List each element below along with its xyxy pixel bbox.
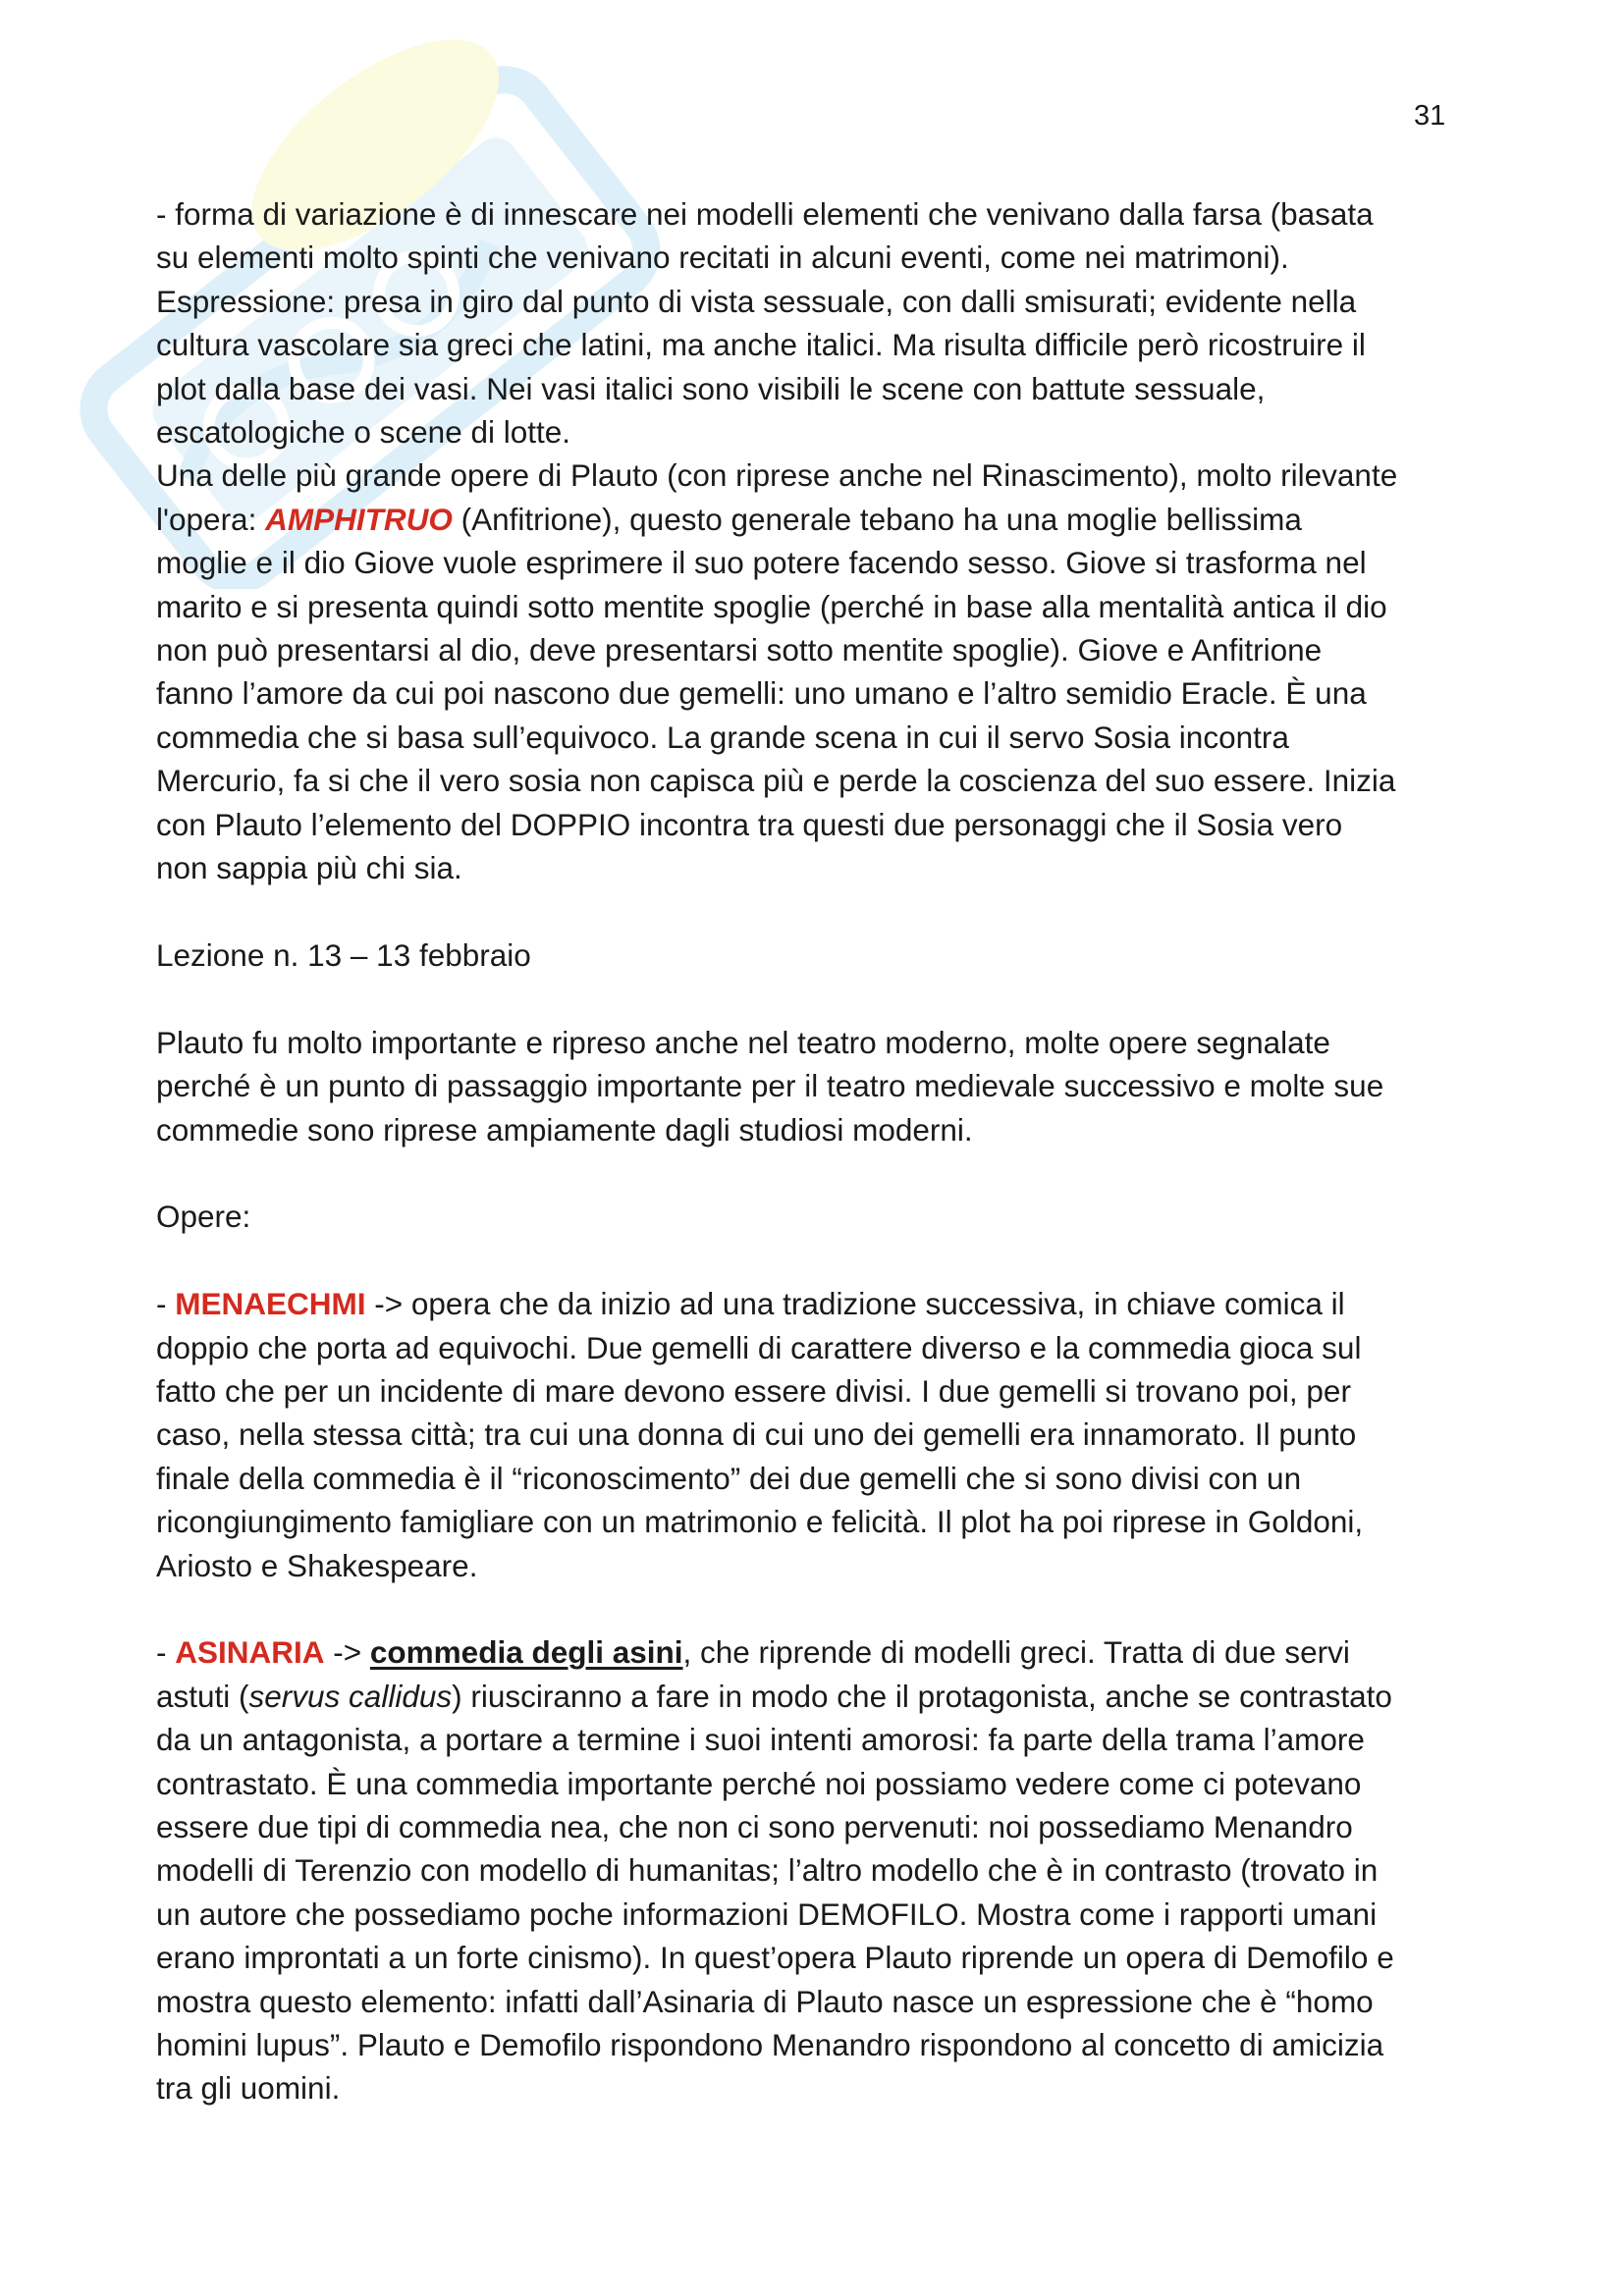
opere-label: Opere:: [156, 1199, 251, 1235]
text-line: ricongiungimento famigliare con un matrimonio e felicità. Il plot ha poi riprese in Goldoni,: [156, 1504, 1364, 1540]
text-line: su elementi molto spinti che venivano recitati in alcuni eventi, come nei matrimoni).: [156, 240, 1289, 276]
text-line: [156, 1282, 1491, 1325]
text-line: un autore che possediamo poche informazioni DEMOFILO. Mostra come i rapporti umani: [156, 1896, 1378, 1932]
spacer: [156, 1239, 1491, 1282]
paragraph-asinaria: [156, 1630, 1491, 2109]
text-fragment: -: [156, 1286, 176, 1322]
text-line: homini lupus”. Plauto e Demofilo rispondono Menandro rispondono al concetto di amicizia: [156, 2026, 1384, 2062]
spacer: [156, 1587, 1491, 1630]
text-line: Una delle più grande opere di Plauto (con riprese anche nel Rinascimento), molto rilevante: [156, 457, 1398, 494]
text-fragment: ->: [324, 1634, 370, 1671]
spacer: [156, 1151, 1491, 1195]
text-line: erano improntati a un forte cinismo). In quest’opera Plauto riprende un opera di Demofilo e: [156, 1940, 1394, 1976]
text-line: non può presentarsi al dio, deve presentarsi sotto mentite spoglie). Giove e Anfitrione: [156, 632, 1323, 668]
text-line: commedie sono riprese ampiamente dagli studiosi moderni.: [156, 1111, 973, 1148]
spacer: [156, 890, 1491, 934]
paragraph-farsa: [156, 192, 1491, 454]
text-line: fatto che per un incidente di mare devono essere divisi. I due gemelli si trovano poi, per: [156, 1372, 1351, 1409]
text-line: Plauto fu molto importante e ripreso anche nel teatro moderno, molte opere segnalate: [156, 1024, 1330, 1060]
text-line: plot dalla base dei vasi. Nei vasi italici sono visibili le scene con battute sessuale,: [156, 370, 1266, 406]
text-line: modelli di Terenzio con modello di humanitas; l’altro modello che è in contrasto (trovato in: [156, 1852, 1379, 1889]
text-line: cultura vascolare sia greci che latini, ma anche italici. Ma risulta difficile però ricostruire il: [156, 327, 1366, 363]
text-line: con Plauto l’elemento del DOPPIO incontra tra questi due personaggi che il Sosia vero: [156, 806, 1343, 842]
paragraph-plauto-importance: [156, 1021, 1491, 1151]
text-line: commedia che si basa sull’equivoco. La grande scena in cui il servo Sosia incontra: [156, 719, 1289, 755]
work-title-asinaria: ASINARIA: [175, 1634, 325, 1671]
text-line: - forma di variazione è di innescare nei modelli elementi che venivano dalla farsa (basata: [156, 196, 1374, 232]
page-body: [156, 192, 1491, 2110]
text-fragment: astuti (: [156, 1678, 249, 1714]
text-line: perché è un punto di passaggio importante per il teatro medievale successivo e molte sue: [156, 1068, 1384, 1104]
text-fragment: , che riprende di modelli greci. Tratta di due servi: [682, 1634, 1350, 1671]
work-title-menaechmi: MENAECHMI: [175, 1286, 366, 1322]
paragraph-amphitruo: [156, 454, 1491, 889]
text-fragment: -> opera che da inizio ad una tradizione successiva, in chiave comica il: [365, 1286, 1345, 1322]
latin-term: servus callidus: [248, 1678, 453, 1714]
page-number: 31: [1414, 100, 1446, 132]
text-line: fanno l’amore da cui poi nascono due gemelli: uno umano e l’altro semidio Eracle. È una: [156, 675, 1367, 712]
text-line: moglie e il dio Giove vuole esprimere il suo potere facendo sesso. Giove si trasforma nel: [156, 545, 1367, 581]
text-line: essere due tipi di commedia nea, che non ci sono pervenuti: noi possediamo Menandro: [156, 1808, 1353, 1844]
work-title-amphitruo: AMPHITRUO: [265, 501, 453, 537]
text-line: caso, nella stessa città; tra cui una donna di cui uno dei gemelli era innamorato. Il punto: [156, 1416, 1357, 1453]
text-line: non sappia più chi sia.: [156, 850, 462, 886]
work-subtitle: commedia degli asini: [369, 1634, 683, 1671]
text-line: da un antagonista, a portare a termine i suoi intenti amorosi: fa parte della trama l’amore: [156, 1722, 1365, 1758]
text-line: Espressione: presa in giro dal punto di vista sessuale, con dalli smisurati; evidente nella: [156, 283, 1357, 319]
text-line: marito e si presenta quindi sotto mentite spoglie (perché in base alla mentalità antica il dio: [156, 588, 1387, 624]
spacer: [156, 977, 1491, 1020]
text-fragment: l'opera:: [156, 501, 266, 537]
text-line: [156, 498, 1491, 541]
text-line: doppio che porta ad equivochi. Due gemelli di carattere diverso e la commedia gioca sul: [156, 1329, 1362, 1365]
text-line: tra gli uomini.: [156, 2070, 341, 2107]
text-line: Mercurio, fa si che il vero sosia non capisca più e perde la coscienza del suo essere. Inizia: [156, 763, 1396, 799]
text-fragment: (Anfitrione), questo generale tebano ha una moglie bellissima: [452, 501, 1302, 537]
text-line: [156, 1630, 1491, 1674]
text-fragment: ) riusciranno a fare in modo che il protagonista, anche se contrastato: [452, 1678, 1392, 1714]
text-line: finale della commedia è il “riconoscimento” dei due gemelli che si sono divisi con un: [156, 1460, 1302, 1496]
text-line: [156, 1675, 1491, 1718]
text-line: mostra questo elemento: infatti dall’Asinaria di Plauto nasce un espressione che è “homo: [156, 1983, 1374, 2019]
text-fragment: -: [156, 1634, 176, 1671]
paragraph-menaechmi: [156, 1282, 1491, 1587]
text-line: Ariosto e Shakespeare.: [156, 1547, 478, 1583]
text-line: escatologiche o scene di lotte.: [156, 414, 571, 451]
lesson-heading: Lezione n. 13 – 13 febbraio: [156, 936, 531, 973]
text-line: contrastato. È una commedia importante perché noi possiamo vedere come ci potevano: [156, 1765, 1362, 1801]
